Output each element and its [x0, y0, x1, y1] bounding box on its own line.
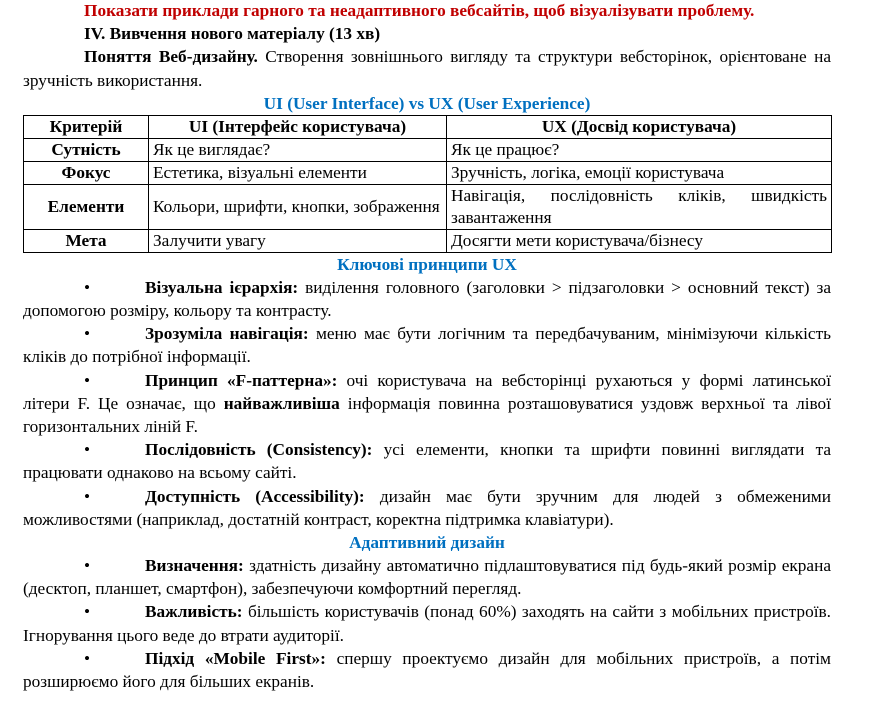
list-item-term: Підхід «Mobile First»: [145, 648, 326, 668]
bullet-icon: • [84, 324, 91, 344]
table-row [24, 161, 832, 184]
definition-text: Створення зовнішнього вигляду та структури вебсторінок, орієнтоване на зручність використання. [23, 47, 831, 90]
table-cell-ui: Естетика, візуальні елементи [149, 161, 447, 184]
list-item-term: Доступність (Accessibility): [145, 486, 365, 506]
table-cell-criterion: Сутність [24, 138, 149, 161]
bullet-icon: • [84, 648, 91, 668]
bullet-icon: • [84, 602, 91, 622]
list-item-text: більшість користувачів (понад 60%) заходять на сайти з мобільних пристроїв. Ігнорування цього веде до втрати аудиторії. [23, 602, 831, 645]
list-item-text: здатність дизайну автоматично підлаштовуватися під будь-який розмір екрана (десктоп, планшет, смартфон), забезпечуючи комфортний перегляд. [23, 556, 831, 599]
table-cell-criterion: Елементи [24, 184, 149, 229]
list-item [23, 647, 831, 693]
section-heading: IV. Вивчення нового матеріалу (13 хв) [84, 24, 381, 44]
list-item-text: очі користувача на вебсторінці рухаються у формі латинської літери F. Це означає, що [23, 370, 831, 413]
document-page [23, 0, 831, 693]
list-item [23, 369, 831, 439]
table-title: UI (User Interface) vs UX (User Experience) [263, 93, 591, 113]
list-item-emphasis: найважливіша [223, 393, 340, 413]
list-item [23, 600, 831, 646]
list-item-text: усі елементи, кнопки та шрифти повинні виглядати та працювати однаково на всьому сайті. [23, 440, 831, 483]
list-item-term: Принцип «F-паттерна»: [145, 370, 338, 390]
table-header-cell: UX (Досвід користувача) [447, 115, 832, 138]
bullet-icon: • [84, 556, 91, 576]
intro-paragraph: Показати приклади гарного та неадаптивного вебсайтів, щоб візуалізувати проблему. [84, 1, 755, 20]
list-item-term: Визначення: [145, 556, 244, 576]
table-cell-ux: Досягти мети користувача/бізнесу [447, 229, 832, 252]
bullet-icon: • [84, 486, 91, 506]
list-item-text: виділення головного (заголовки > підзаголовки > основний текст) за допомогою розміру, кольору та контрасту. [23, 277, 831, 321]
list-item-term: Візуальна ієрархія: [145, 277, 299, 297]
definition-paragraph [23, 45, 831, 91]
list-item-text: дизайн має бути зручним для людей з обмеженими можливостями (наприклад, достатній контраст, коректна підтримка клавіатури). [23, 486, 831, 529]
table-cell-ux: Як це працює? [447, 138, 832, 161]
table-cell-ui: Залучити увагу [149, 229, 447, 252]
list-item [23, 554, 831, 600]
table-row [24, 138, 832, 161]
bullet-icon: • [84, 440, 91, 460]
table-cell-ui: Як це виглядає? [149, 138, 447, 161]
definition-term: Поняття Веб-дизайну. [84, 47, 258, 67]
list-item [23, 322, 831, 368]
list-item-term: Зрозуміла навігація: [145, 324, 309, 344]
table-cell-ux: Зручність, логіка, емоції користувача [447, 161, 832, 184]
table-header-cell: Критерій [24, 115, 149, 138]
table-cell-ui: Кольори, шрифти, кнопки, зображення [149, 184, 447, 229]
ux-principles-heading: Ключові принципи UX [337, 254, 517, 274]
adaptive-design-heading: Адаптивний дизайн [349, 533, 505, 553]
list-item-term: Важливість: [145, 602, 243, 622]
table-cell-criterion: Мета [24, 229, 149, 252]
table-cell-criterion: Фокус [24, 161, 149, 184]
list-item [23, 438, 831, 484]
list-item [23, 485, 831, 531]
table-header-cell: UI (Інтерфейс користувача) [149, 115, 447, 138]
list-item-text: спершу проектуємо дизайн для мобільних пристроїв, а потім розширюємо його для більших екранів. [23, 648, 831, 692]
list-item-text: інформація повинна розташовуватися уздовж верхньої та лівої горизонтальних ліній F. [23, 393, 831, 437]
list-item-term: Послідовність (Consistency): [145, 440, 373, 460]
table-row [24, 184, 832, 229]
ui-ux-table [23, 115, 832, 253]
table-header-row [24, 115, 832, 138]
bullet-icon: • [84, 277, 91, 297]
bullet-icon: • [84, 370, 91, 390]
list-item-text: меню має бути логічним та передбачуваним, мінімізуючи кількість кліків до потрібної інформації. [23, 324, 831, 367]
table-cell-ux: Навігація, послідовність кліків, швидкість завантаження [447, 184, 832, 229]
list-item [23, 276, 831, 322]
table-row [24, 229, 832, 252]
